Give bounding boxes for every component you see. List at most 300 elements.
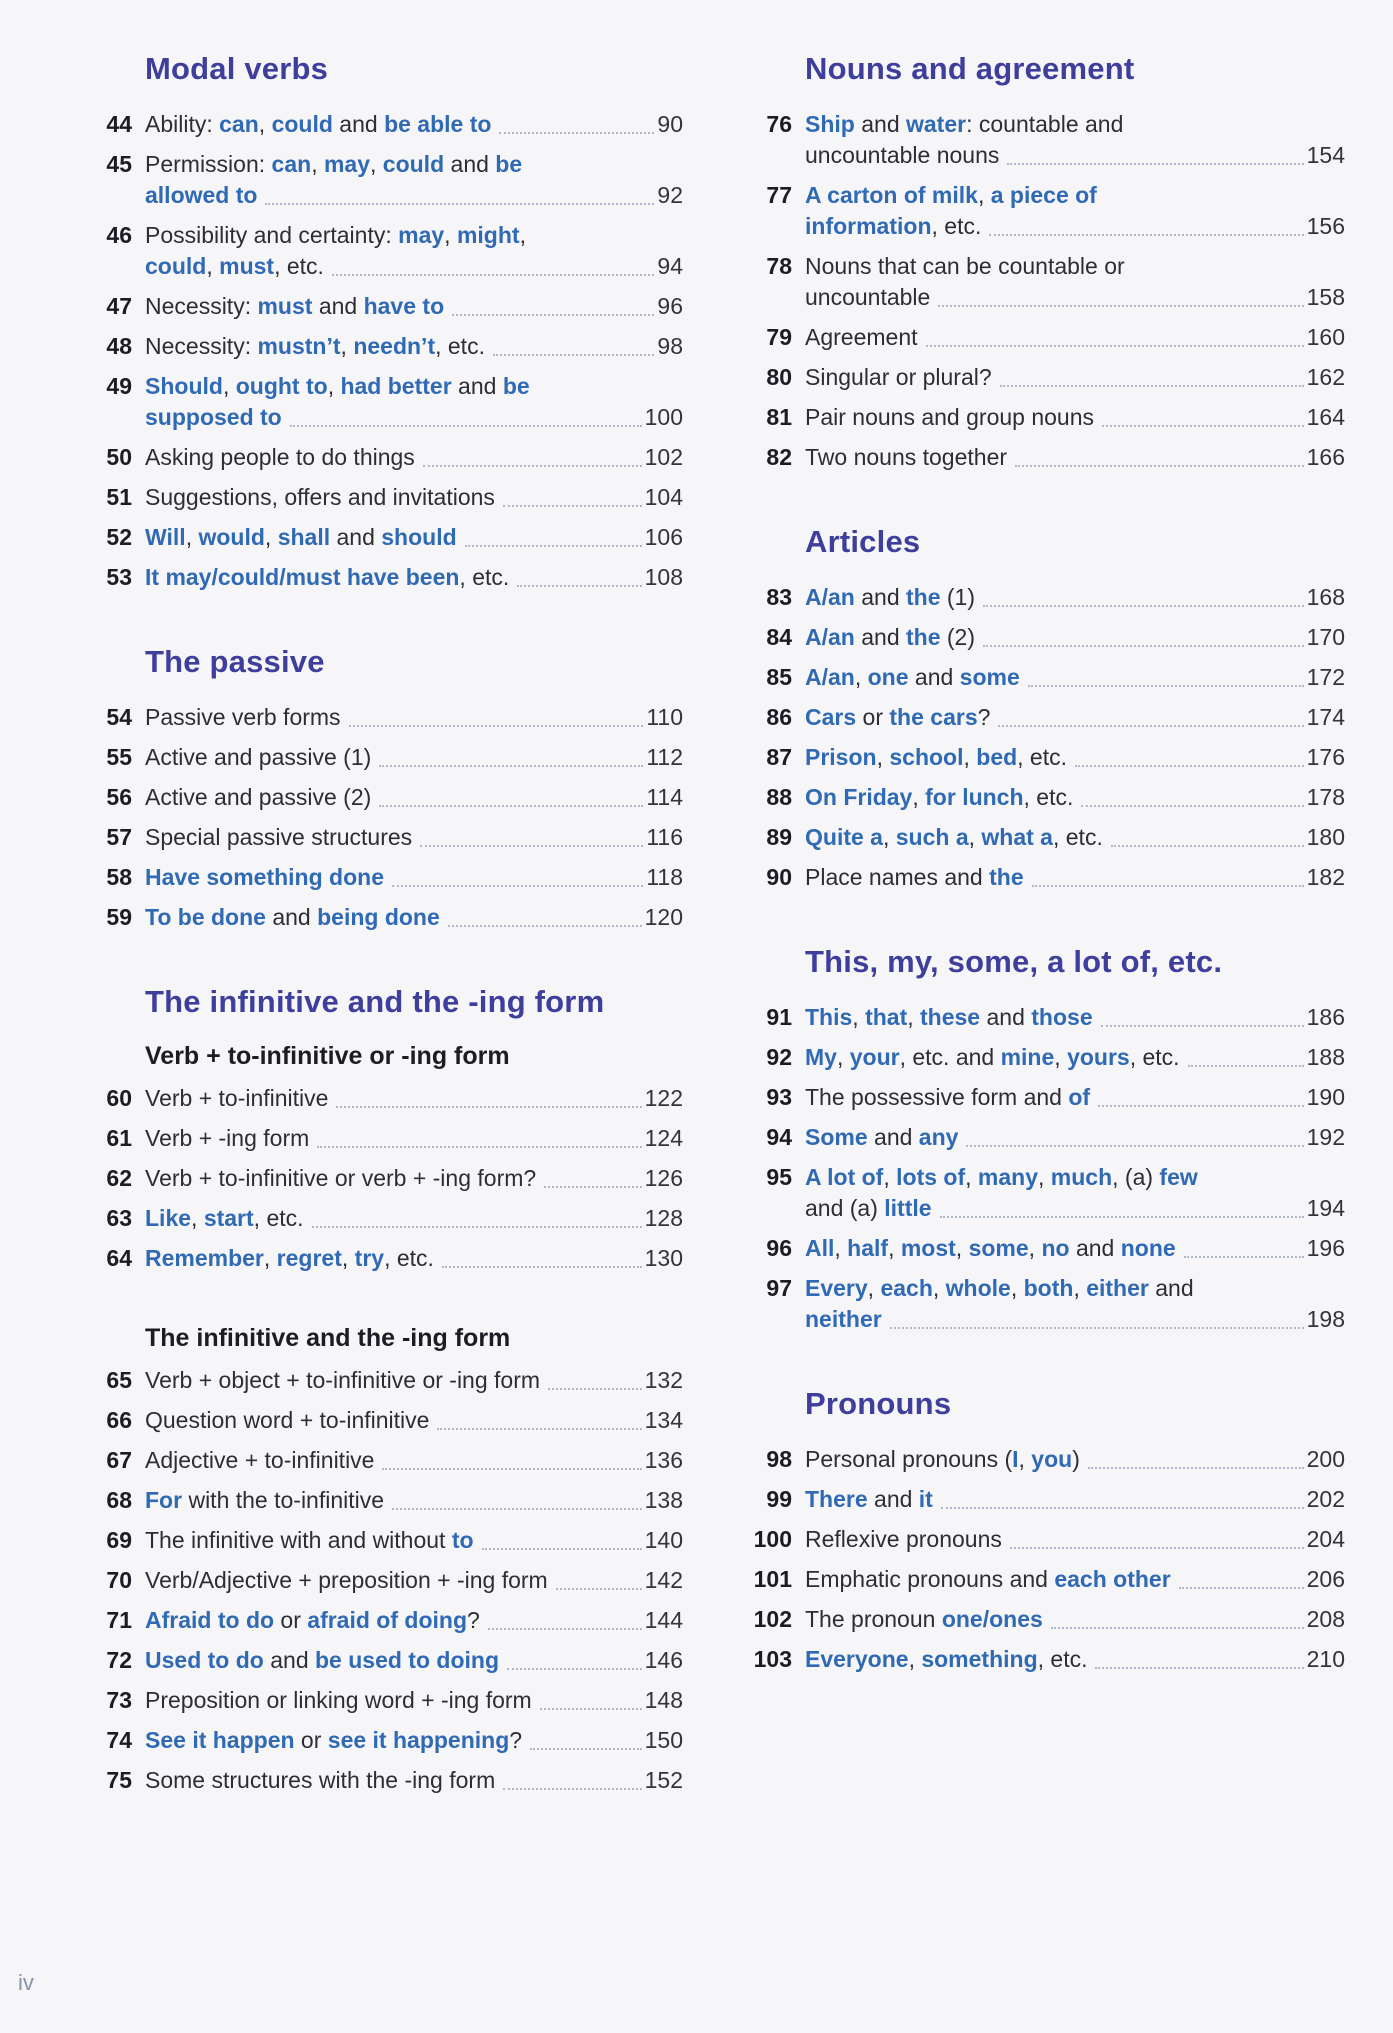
entry-number: 97: [766, 1275, 792, 1301]
plain-text: Verb + to-infinitive: [145, 1085, 329, 1111]
toc-entry: [80, 1765, 683, 1796]
entry-body: [145, 1405, 683, 1436]
keyword-text: any: [918, 1124, 959, 1150]
entry-number: 68: [106, 1487, 132, 1513]
entry-number: 88: [766, 784, 792, 810]
entry-page-number: 176: [1306, 744, 1345, 770]
plain-text: Nouns that can be countable or: [805, 253, 1125, 279]
entry-body: [805, 109, 1345, 171]
keyword-text: yours: [1067, 1044, 1130, 1070]
entry-page-number: 98: [657, 333, 683, 359]
keyword-text: For: [145, 1487, 183, 1513]
plain-text: Singular or plural?: [805, 364, 992, 390]
entry-line: [805, 1233, 1345, 1264]
toc-entry: [736, 1082, 1345, 1113]
entry-number: 56: [106, 784, 132, 810]
toc-entry: [736, 442, 1345, 473]
toc-section: [80, 1324, 683, 1796]
entry-line: [145, 331, 683, 362]
keyword-text: Afraid to do: [145, 1607, 275, 1633]
entry-title: [805, 1193, 932, 1224]
toc-entry: [80, 1203, 683, 1234]
entry-title: [805, 782, 1073, 813]
entry-page-number: 202: [1306, 1486, 1345, 1512]
keyword-text: being done: [317, 904, 440, 930]
entry-title: [145, 1123, 309, 1154]
dot-leader: [940, 1216, 1304, 1218]
dot-leader: [890, 1327, 1304, 1329]
entry-number: 47: [106, 293, 132, 319]
entry-number: 103: [753, 1646, 792, 1672]
keyword-text: could: [382, 151, 445, 177]
toc-column-right: [736, 50, 1345, 1684]
dot-leader: [998, 725, 1303, 727]
plain-text: ,: [191, 1205, 204, 1231]
entry-body: [805, 442, 1345, 473]
plain-text: ,: [1028, 1235, 1042, 1261]
entry-number: 72: [106, 1647, 132, 1673]
entry-title: [145, 1203, 304, 1234]
entry-number: 94: [766, 1124, 792, 1150]
plain-text: Question word + to-infinitive: [145, 1407, 430, 1433]
entry-page-number: 126: [644, 1165, 683, 1191]
dot-leader: [540, 1708, 642, 1710]
toc-entry: [736, 1604, 1345, 1635]
entry-number: 81: [766, 404, 792, 430]
entry-line: [145, 1163, 683, 1194]
entry-body: [145, 522, 683, 553]
entry-body: [145, 1203, 683, 1234]
entry-number: 100: [753, 1526, 792, 1552]
plain-text: ,: [311, 151, 324, 177]
keyword-text: little: [884, 1195, 932, 1221]
entry-body: [805, 1042, 1345, 1073]
entry-title: [145, 180, 257, 211]
entry-body: [145, 902, 683, 933]
entry-body: [805, 1122, 1345, 1153]
page-number-folio: iv: [18, 1970, 34, 1995]
entry-line: [805, 362, 1345, 393]
toc-section: [80, 50, 683, 593]
keyword-text: needn’t: [353, 333, 436, 359]
toc-entry: [736, 1273, 1345, 1335]
entry-body: [805, 742, 1345, 773]
entry-line: [805, 662, 1345, 693]
entry-number: 58: [106, 864, 132, 890]
plain-text: and: [1069, 1235, 1121, 1261]
plain-text: Special passive structures: [145, 824, 413, 850]
entry-page-number: 180: [1306, 824, 1345, 850]
section-heading: The passive: [145, 644, 325, 679]
plain-text: ): [1072, 1446, 1080, 1472]
plain-text: and: [451, 373, 503, 399]
keyword-text: such a: [895, 824, 969, 850]
plain-text: ,: [370, 151, 383, 177]
entry-page-number: 154: [1306, 142, 1345, 168]
dot-leader: [989, 234, 1303, 236]
entry-title: [145, 1645, 499, 1676]
entry-body: [805, 662, 1345, 693]
plain-text: ,: [977, 182, 991, 208]
keyword-text: what a: [981, 824, 1053, 850]
keyword-text: A lot of: [805, 1164, 884, 1190]
entry-number: 91: [766, 1004, 792, 1030]
plain-text: , etc.: [435, 333, 485, 359]
plain-text: ,: [852, 1004, 866, 1030]
entry-body: [145, 1163, 683, 1194]
entry-line: [805, 702, 1345, 733]
entry-line: [805, 282, 1345, 313]
plain-text: Passive verb forms: [145, 704, 341, 730]
keyword-text: each other: [1054, 1566, 1171, 1592]
plain-text: ,: [932, 1275, 946, 1301]
keyword-text: Everyone: [805, 1646, 909, 1672]
entry-title: [805, 1604, 1043, 1635]
toc-entry: [80, 522, 683, 553]
entry-page-number: 200: [1306, 1446, 1345, 1472]
keyword-text: would: [198, 524, 265, 550]
dot-leader: [1028, 685, 1304, 687]
entry-number: 57: [106, 824, 132, 850]
entry-body: [805, 1444, 1345, 1475]
plain-text: Verb/Adjective + preposition + -ing form: [145, 1567, 548, 1593]
entry-title: [805, 822, 1103, 853]
keyword-text: see it happening: [327, 1727, 510, 1753]
keyword-text: both: [1023, 1275, 1074, 1301]
entry-page-number: 174: [1306, 704, 1345, 730]
entry-body: [145, 149, 683, 211]
entry-title: [145, 442, 415, 473]
dot-leader: [499, 132, 654, 134]
entry-page-number: 196: [1306, 1235, 1345, 1261]
entry-title: [805, 109, 1123, 140]
entry-line: [145, 782, 683, 813]
entry-title: [145, 522, 457, 553]
entry-line: [145, 1525, 683, 1556]
entry-title: [145, 1243, 434, 1274]
entry-title: [805, 1122, 958, 1153]
dot-leader: [556, 1588, 642, 1590]
toc-section: [80, 983, 683, 1274]
entry-line: [805, 251, 1345, 282]
keyword-text: something: [921, 1646, 1038, 1672]
entry-line: [145, 180, 683, 211]
entry-line: [805, 1524, 1345, 1555]
plain-text: ,: [222, 373, 236, 399]
toc-column-left: [80, 50, 683, 1805]
keyword-text: start: [203, 1205, 254, 1231]
plain-text: ,: [876, 744, 890, 770]
entry-page-number: 144: [644, 1607, 683, 1633]
entry-title: [145, 562, 509, 593]
entry-page-number: 190: [1306, 1084, 1345, 1110]
entry-page-number: 130: [644, 1245, 683, 1271]
plain-text: ,: [341, 1245, 355, 1271]
dot-leader: [926, 345, 1304, 347]
entry-body: [145, 1365, 683, 1396]
keyword-text: one: [867, 664, 909, 690]
plain-text: ,: [912, 784, 926, 810]
dot-leader: [382, 1468, 641, 1470]
entry-number: 50: [106, 444, 132, 470]
keyword-text: school: [889, 744, 964, 770]
keyword-text: whole: [945, 1275, 1011, 1301]
entry-title: [145, 862, 384, 893]
keyword-text: be used to doing: [315, 1647, 499, 1673]
entry-line: [145, 1565, 683, 1596]
entry-page-number: 118: [646, 864, 683, 890]
entry-title: [145, 402, 282, 433]
plain-text: Pair nouns and group nouns: [805, 404, 1094, 430]
entry-page-number: 204: [1306, 1526, 1345, 1552]
plain-text: and: [908, 664, 960, 690]
entry-number: 89: [766, 824, 792, 850]
entry-number: 80: [766, 364, 792, 390]
entry-page-number: 132: [644, 1367, 683, 1393]
dot-leader: [1188, 1065, 1304, 1067]
plain-text: ,: [206, 253, 220, 279]
dot-leader: [312, 1226, 642, 1228]
entry-title: [145, 902, 440, 933]
entry-page-number: 122: [644, 1085, 683, 1111]
entry-body: [145, 1485, 683, 1516]
plain-text: Two nouns together: [805, 444, 1008, 470]
dot-leader: [1051, 1627, 1304, 1629]
entry-title: [805, 1233, 1176, 1264]
keyword-text: Cars: [805, 704, 857, 730]
dot-leader: [265, 203, 654, 205]
entry-line: [805, 1162, 1345, 1193]
keyword-text: have to: [363, 293, 445, 319]
dot-leader: [1184, 1256, 1304, 1258]
plain-text: ,: [854, 664, 868, 690]
dot-leader: [983, 645, 1304, 647]
entry-title: [805, 1524, 1002, 1555]
plain-text: and: [263, 1647, 315, 1673]
toc-entry: [736, 402, 1345, 433]
toc-entry: [736, 322, 1345, 353]
entry-page-number: 170: [1306, 624, 1345, 650]
entry-number: 84: [766, 624, 792, 650]
entry-number: 86: [766, 704, 792, 730]
plain-text: ,: [263, 1245, 277, 1271]
toc-entry: [736, 362, 1345, 393]
dot-leader: [349, 725, 644, 727]
entry-page-number: 142: [644, 1567, 683, 1593]
entry-number: 82: [766, 444, 792, 470]
keyword-text: lots of: [896, 1164, 966, 1190]
plain-text: and: [854, 624, 906, 650]
keyword-text: All: [805, 1235, 835, 1261]
dot-leader: [1088, 1467, 1304, 1469]
plain-text: Necessity:: [145, 333, 258, 359]
plain-text: ,: [327, 373, 341, 399]
entry-page-number: 92: [657, 182, 683, 208]
entry-title: [805, 140, 999, 171]
entry-number: 92: [766, 1044, 792, 1070]
entry-line: [145, 562, 683, 593]
entry-title: [805, 1564, 1171, 1595]
entry-number: 55: [106, 744, 132, 770]
plain-text: or: [294, 1727, 328, 1753]
plain-text: Place names and: [805, 864, 990, 890]
keyword-text: the: [906, 584, 941, 610]
entry-line: [805, 582, 1345, 613]
entry-line: [145, 1243, 683, 1274]
entry-body: [805, 402, 1345, 433]
entry-body: [805, 180, 1345, 242]
plain-text: ,: [963, 744, 977, 770]
dot-leader: [1101, 1025, 1304, 1027]
dot-leader: [392, 885, 643, 887]
dot-leader: [1032, 885, 1304, 887]
plain-text: or: [274, 1607, 308, 1633]
entry-page-number: 124: [644, 1125, 683, 1151]
entry-body: [145, 1685, 683, 1716]
dot-leader: [966, 1145, 1303, 1147]
keyword-text: may: [323, 151, 371, 177]
entry-title: [145, 1765, 495, 1796]
entry-title: [805, 1484, 933, 1515]
entry-body: [145, 742, 683, 773]
plain-text: , etc.: [1023, 784, 1074, 810]
entry-page-number: 116: [646, 824, 683, 850]
entry-line: [805, 211, 1345, 242]
entry-body: [145, 1765, 683, 1796]
entry-line: [805, 1484, 1345, 1515]
keyword-text: the: [989, 864, 1024, 890]
plain-text: Agreement: [805, 324, 918, 350]
entry-line: [805, 322, 1345, 353]
plain-text: Asking people to do things: [145, 444, 415, 470]
entry-number: 102: [753, 1606, 792, 1632]
entry-number: 87: [766, 744, 792, 770]
entry-number: 101: [753, 1566, 792, 1592]
toc-entry: [80, 442, 683, 473]
plain-text: and: [444, 151, 496, 177]
entry-number: 99: [766, 1486, 792, 1512]
plain-text: ,: [908, 1646, 922, 1672]
plain-text: ,: [1038, 1164, 1051, 1190]
entry-page-number: 166: [1306, 444, 1345, 470]
entry-title: [145, 251, 324, 282]
entry-title: [145, 220, 526, 251]
entry-body: [145, 482, 683, 513]
entry-page-number: 100: [644, 404, 683, 430]
plain-text: The infinitive with and without: [145, 1527, 452, 1553]
entry-page-number: 210: [1306, 1646, 1345, 1672]
keyword-text: that: [865, 1004, 908, 1030]
toc-entry: [80, 562, 683, 593]
plain-text: and: [980, 1004, 1032, 1030]
entry-title: [805, 702, 990, 733]
entry-line: [805, 742, 1345, 773]
keyword-text: can: [219, 111, 259, 137]
entry-number: 74: [106, 1727, 132, 1753]
entry-number: 66: [106, 1407, 132, 1433]
entry-line: [805, 782, 1345, 813]
plain-text: , etc.: [1052, 824, 1103, 850]
plain-text: and: [867, 1486, 919, 1512]
plain-text: and: [1148, 1275, 1194, 1301]
dot-leader: [420, 845, 643, 847]
entry-page-number: 110: [646, 704, 683, 730]
dot-leader: [336, 1106, 641, 1108]
keyword-text: A/an: [805, 664, 855, 690]
toc-entry: [736, 1122, 1345, 1153]
entry-body: [145, 1725, 683, 1756]
entry-title: [145, 109, 491, 140]
dot-leader: [1081, 805, 1303, 807]
toc-entry: [736, 1564, 1345, 1595]
keyword-text: some: [968, 1235, 1029, 1261]
keyword-text: try: [354, 1245, 385, 1271]
keyword-text: had better: [340, 373, 452, 399]
entry-line: [145, 862, 683, 893]
keyword-text: water: [906, 111, 967, 137]
plain-text: ,: [264, 524, 278, 550]
entry-page-number: 186: [1306, 1004, 1345, 1030]
section-heading: This, my, some, a lot of, etc.: [805, 944, 1223, 979]
dot-leader: [332, 274, 654, 276]
entry-line: [145, 402, 683, 433]
entry-line: [805, 180, 1345, 211]
entry-title: [805, 1444, 1080, 1475]
entry-page-number: 164: [1306, 404, 1345, 430]
entry-body: [145, 371, 683, 433]
entry-number: 75: [106, 1767, 132, 1793]
toc-entry: [80, 1445, 683, 1476]
dot-leader: [448, 925, 642, 927]
entry-title: [805, 622, 975, 653]
entry-line: [145, 291, 683, 322]
entry-page-number: 94: [657, 253, 683, 279]
plain-text: Permission:: [145, 151, 272, 177]
entry-page-number: 182: [1306, 864, 1345, 890]
keyword-text: to: [451, 1527, 474, 1553]
entry-line: [805, 862, 1345, 893]
entry-number: 77: [766, 182, 792, 208]
entry-line: [805, 1042, 1345, 1073]
dot-leader: [493, 354, 654, 356]
keyword-text: these: [920, 1004, 981, 1030]
entry-title: [145, 371, 530, 402]
plain-text: Reflexive pronouns: [805, 1526, 1002, 1552]
plain-text: : countable and: [966, 111, 1124, 137]
keyword-text: Will: [145, 524, 186, 550]
entry-page-number: 192: [1306, 1124, 1345, 1150]
plain-text: ,: [519, 222, 526, 248]
entry-title: [145, 1725, 522, 1756]
toc-entry: [80, 1645, 683, 1676]
keyword-text: should: [381, 524, 457, 550]
plain-text: ,: [968, 824, 982, 850]
toc-entry: [736, 1042, 1345, 1073]
plain-text: , etc. and: [899, 1044, 1001, 1070]
entry-line: [805, 140, 1345, 171]
toc-entry: [736, 1002, 1345, 1033]
plain-text: Verb + object + to-infinitive or -ing form: [145, 1367, 541, 1393]
entry-title: [805, 1002, 1093, 1033]
dot-leader: [503, 505, 642, 507]
entry-line: [145, 1765, 683, 1796]
entry-body: [805, 1162, 1345, 1224]
entry-body: [805, 822, 1345, 853]
keyword-text: Remember: [145, 1245, 264, 1271]
keyword-text: much: [1050, 1164, 1113, 1190]
entry-number: 85: [766, 664, 792, 690]
toc-entry: [736, 782, 1345, 813]
